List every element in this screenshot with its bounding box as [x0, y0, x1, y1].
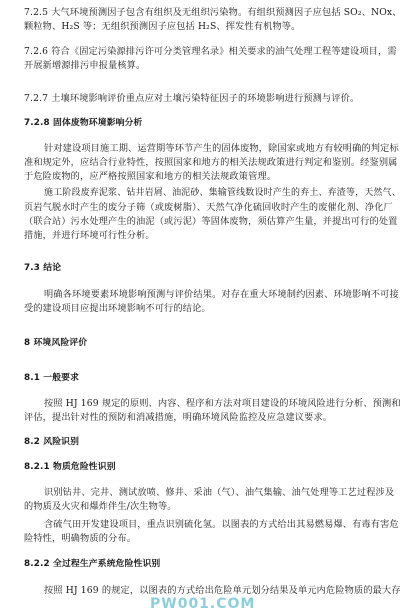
text-line: 含硫气田开发建设项目，重点识别硫化氢。以图表的方式给出其易燃易爆、有毒有害危: [44, 519, 399, 530]
text-line: 开展新增源排污申报量核算。: [24, 60, 146, 71]
text-line: 措施，并进行环境可行性分析。: [24, 230, 155, 241]
text-line: 8.1 一般要求: [24, 373, 80, 383]
text-line: 识别钻井、完井、测试放喷、修井、采油（气）、油气集输、油气处理等工艺过程涉及: [44, 487, 395, 498]
text-line: 7.3 结论: [24, 263, 62, 273]
text-line: 7.2.6 符合《固定污染源排污许可分类管理名录》相关要求的油气处理工程等建设项目，需: [24, 46, 397, 57]
text-line: 7.2.5 大气环境预测因子包含有组织及无组织污染物。有组织预测因子应包括 SO₂、NOx、: [24, 7, 402, 18]
text-line: （联合站）污水处理产生的油泥（或污泥）等固体废物，须估算产生量，并提出可行的处置: [24, 216, 398, 227]
text-line: 受的建设项目应提出环境影响不可行的结论。: [24, 303, 211, 314]
text-line: 险特性，明确物质的分布。: [24, 533, 137, 544]
watermark: PW001.COM: [150, 596, 256, 612]
text-line: 的物质及火灾和爆炸伴生/次生物等。: [24, 501, 177, 512]
text-line: 7.2.7 土壤环境影响评价重点应对土壤污染特征因子的环境影响进行预测与评价。: [24, 93, 360, 104]
text-line: 评估，提出针对性的预防和消减措施，明确环境风险监控及应急建议要求。: [24, 412, 333, 423]
text-line: 于危险废物的，应严格按照国家和地方的相关法规政策管理。: [24, 171, 277, 182]
text-line: 8 环境风险评价: [24, 338, 88, 348]
text-line: 按照 HJ 169 的规定，以图表的方式给出危险单元划分结果及单元内危险物质的最大存: [44, 585, 401, 596]
text-line: 页岩气脱水时产生的废分子筛（或废树脂）、天然气净化硫回收时产生的废催化剂、净化厂: [24, 202, 393, 213]
text-line: 8.2 风险识别: [24, 437, 80, 447]
text-line: 8.2.1 物质危险性识别: [24, 462, 116, 472]
text-line: 颗粒物、H₂S 等；无组织预测因子应包括 H₂S、挥发性有机物等。: [24, 21, 301, 32]
text-line: 8.2.2 全过程生产系统危险性识别: [24, 559, 161, 569]
text-line: 7.2.8 固体废物环境影响分析: [24, 118, 143, 128]
text-line: 施工阶段废弃泥浆、钻井岩屑、油泥砂、集输管线数设时产生的弃土、弃渣等，天然气、: [44, 188, 401, 198]
text-line: 明确各环境要素环境影响预测与评价结果。对存在重大环境制约因素、环境影响不可接: [44, 289, 399, 300]
text-line: 针对建设项目施工期、运营期等环节产生的固体废物，除国家或地方有较明确的判定标: [44, 143, 399, 154]
text-line: 准和规定外，应结合行业特性，按照国家和地方的相关法规政策进行判定和鉴别。经鉴别属: [24, 157, 398, 168]
text-line: 按照 HJ 169 规定的原则、内容、程序和方法对项目建设的环境风险进行分析、预测和: [44, 398, 401, 409]
